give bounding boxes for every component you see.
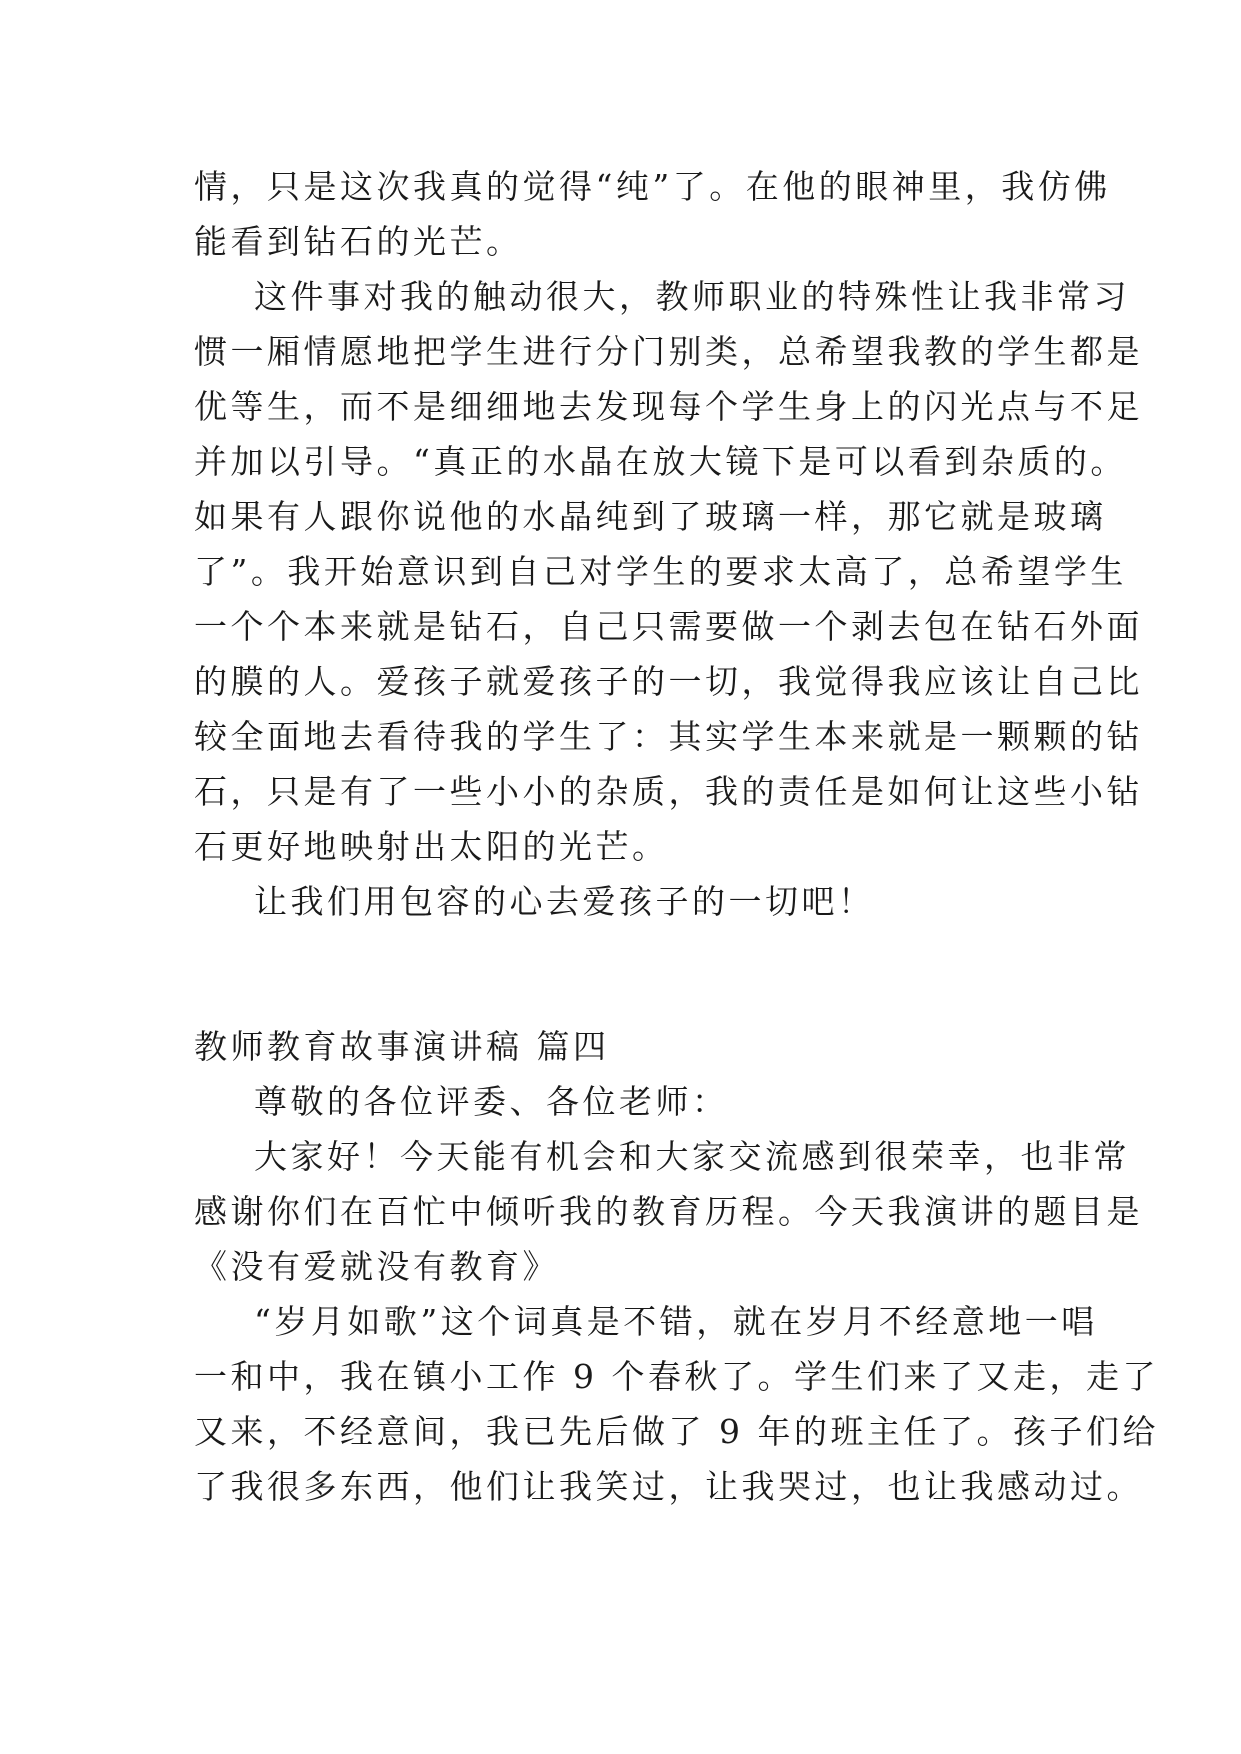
- paragraph-line: 能看到钻石的光芒。: [194, 222, 523, 261]
- paragraph-line: 《没有爱就没有教育》: [194, 1247, 559, 1286]
- paragraph-line: 石更好地映射出太阳的光芒。: [194, 827, 669, 866]
- paragraph-line: “岁月如歌”这个词真是不错，就在岁月不经意地一唱: [254, 1302, 1098, 1341]
- paragraph-line: 较全面地去看待我的学生了：其实学生本来就是一颗颗的钻: [194, 717, 1143, 756]
- paragraph-line: 情，只是这次我真的觉得“纯”了。在他的眼神里，我仿佛: [194, 167, 1111, 206]
- paragraph-line: 一和中，我在镇小工作 9 个春秋了。学生们来了又走，走了: [194, 1357, 1159, 1396]
- paragraph-line: 优等生，而不是细细地去发现每个学生身上的闪光点与不足: [194, 387, 1143, 426]
- paragraph-line: 惯一厢情愿地把学生进行分门别类，总希望我教的学生都是: [194, 332, 1143, 371]
- paragraph-line: 让我们用包容的心去爱孩子的一切吧！: [254, 882, 875, 921]
- paragraph-line: 并加以引导。“真正的水晶在放大镜下是可以看到杂质的。: [194, 442, 1127, 481]
- paragraph-line: 一个个本来就是钻石，自己只需要做一个剥去包在钻石外面: [194, 607, 1143, 646]
- paragraph-line: 这件事对我的触动很大，教师职业的特殊性让我非常习: [254, 277, 1130, 316]
- section-heading: 教师教育故事演讲稿 篇四: [194, 1027, 610, 1066]
- paragraph-line: 石，只是有了一些小小的杂质，我的责任是如何让这些小钻: [194, 772, 1143, 811]
- paragraph-line: 如果有人跟你说他的水晶纯到了玻璃一样，那它就是玻璃: [194, 497, 1107, 536]
- paragraph-line: 大家好！今天能有机会和大家交流感到很荣幸，也非常: [254, 1137, 1130, 1176]
- paragraph-line: 了我很多东西，他们让我笑过，让我哭过，也让我感动过。: [194, 1467, 1143, 1506]
- salutation-line: 尊敬的各位评委、各位老师：: [254, 1082, 729, 1121]
- paragraph-line: 的膜的人。爱孩子就爱孩子的一切，我觉得我应该让自己比: [194, 662, 1143, 701]
- paragraph-line: 了”。我开始意识到自己对学生的要求太高了，总希望学生: [194, 552, 1127, 591]
- paragraph-line: 感谢你们在百忙中倾听我的教育历程。今天我演讲的题目是: [194, 1192, 1143, 1231]
- paragraph-line: 又来，不经意间，我已先后做了 9 年的班主任了。孩子们给: [194, 1412, 1159, 1451]
